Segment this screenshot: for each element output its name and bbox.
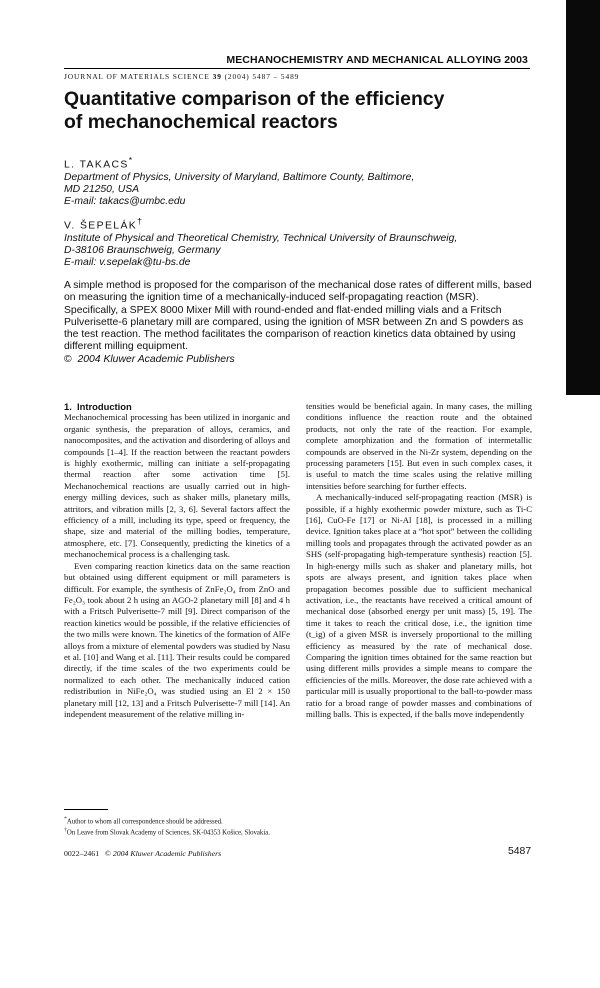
journal-citation — [64, 72, 299, 81]
author-block — [64, 154, 534, 270]
footer-issn: 0022–2461 — [64, 849, 100, 858]
author-2-affiliation-line-1: Institute of Physical and Theoretical Chemistry, Technical University of Braunschweig, — [64, 232, 458, 244]
author-2-name: V. ŠEPELÁK — [64, 220, 138, 232]
footnote-1-text: Author to whom all correspondence should be addressed. — [66, 818, 223, 826]
journal-name: JOURNAL OF MATERIALS SCIENCE — [64, 72, 210, 81]
footnote-2-text: On Leave from Slovak Academy of Sciences, SK-04353 Košice, Slovakia. — [66, 829, 270, 837]
journal-volume: 39 — [212, 72, 222, 81]
footnote-1 — [64, 815, 364, 826]
footer-copyright-symbol: © — [104, 849, 111, 858]
author-2-email: E-mail: v.sepelak@tu-bs.de — [64, 257, 191, 269]
body-paragraph-2: Even comparing reaction kinetics data on the same reaction but obtained using different equipment or mill parameters is difficult. For example, the synthesis of ZnFe₂O₄ from ZnO and Fe₂O₃ took about 2 h using an AGO-2 planetary mill [8] and 4 h with a Fritsch Pulverisette-7 mill [9]. Direct comparison of the reaction kinetics would be possible, if the relative efficiencies of the two mills were known. The kinetics of the formation of AlFe alloys from a mixture of elemental powders was studied by Nasu et al. [10] and Wang et al. [11]. Their results could be compared directly, if the time scales of the two experiments could be normalized to each other. The mechanically induced cation redistribution in NiFe₂O₄ was studied using an El 2 × 150 planetary mill [12, 13] and a Fritsch Pulverisette-7 mill [14]. An independent measurement of the relative milling in- — [64, 560, 290, 719]
author-1-affiliation-line-2: MD 21250, USA — [64, 183, 140, 195]
series-title: MECHANOCHEMISTRY AND MECHANICAL ALLOYING 2003 — [226, 54, 528, 66]
author-1-name: L. TAKACS — [64, 159, 129, 171]
section-number: 1. — [64, 401, 72, 412]
footnotes — [64, 815, 364, 838]
section-title: Introduction — [77, 401, 132, 412]
footnote-2 — [64, 826, 364, 837]
body-column-left — [64, 401, 290, 720]
footer-issn-line — [64, 849, 221, 858]
abstract-publisher: 2004 Kluwer Academic Publishers — [77, 353, 235, 365]
author-2-mark: † — [137, 216, 142, 227]
author-1-mark: * — [128, 155, 133, 165]
author-2 — [64, 215, 534, 269]
body-paragraph-4: A mechanically-induced self-propagating reaction (MSR) is possible, if a highly exothermic powder mixture, such as Ti-C [16], CuO-Fe [17] or Ni-Al [18], is processed in a milling device. Ignition takes place at a “hot spot” between the colliding milling tools and propagates through the activated powder as an SHS (self-propagating high-temperature synthesis) reaction [5]. In high-energy mills such as shaker and planetary mills, hot spots are always present, and ignition takes place when propagation becomes possible due to sufficient mechanical activation, i.e., the reactants have received a critical amount of mechanical dose (absorbed energy per unit mass) [5, 19]. The time it takes to reach the critical dose, i.e., the ignition time (t_ig) of a given MSR is inversely proportional to the milling efficiency as measured by the rate of mechanical dose. Comparing the ignition times obtained for the same reaction but using different mills provides a simple means to compare the efficiencies of the mills. Moreover, the dose rate achieved with a particular mill is usually proportional to the ball-to-powder mass ratio for a broad range of powder masses and combinations of milling balls. This is expected, if the balls move independently — [306, 492, 532, 719]
edge-tab-bar — [566, 0, 600, 395]
abstract-copyright-symbol: © — [64, 353, 72, 365]
footer-publisher: 2004 Kluwer Academic Publishers — [112, 849, 222, 858]
author-1 — [64, 154, 534, 208]
paper-title — [64, 88, 534, 134]
author-1-email: E-mail: takacs@umbc.edu — [64, 196, 186, 208]
header-rule — [64, 68, 530, 69]
abstract-text: A simple method is proposed for the comparison of the mechanical dose rates of different mills, based on measuring the ignition time of a mechanically-induced self-propagating reaction (MSR). Specifically, a SPEX 8000 Mixer Mill with round-ended and flat-ended milling vials and a Fritsch Pulverisette-6 planetary mill are compared, using the ignition of MSR between Zn and S powders as the test reaction. The method facilitates the comparison of reaction kinetics data obtained by using different milling equipment. — [64, 280, 532, 353]
footnote-1-mark: * — [64, 816, 67, 822]
author-2-affiliation-line-2: D-38106 Braunschweig, Germany — [64, 245, 221, 257]
section-heading — [64, 401, 290, 412]
author-1-affiliation-line-1: Department of Physics, University of Maryland, Baltimore County, Baltimore, — [64, 171, 415, 183]
footnote-rule — [64, 809, 108, 810]
paper-title-line-1: Quantitative comparison of the efficiency — [64, 88, 445, 110]
body-paragraph-3: tensities would be beneficial again. In many cases, the milling conditions influence the reaction route and the obtained products, not only the rate of the reaction. For example, complete amorphization and the formation of intermetallic compounds are observed in the Ni-Zr system, depending on the processing parameters [15]. But even in such complex cases, it is useful to match the time scales using the relative milling intensities before searching for further effects. — [306, 401, 532, 491]
journal-pages: (2004) 5487 – 5489 — [224, 72, 300, 81]
paper-title-line-2: of mechanochemical reactors — [64, 111, 338, 133]
body-column-right — [306, 401, 532, 720]
footnote-2-mark: † — [64, 827, 67, 834]
body-paragraph-1: Mechanochemical processing has been utilized in inorganic and organic synthesis, the preparation of alloys, ceramics, and nanocomposites, and the activation and disordering of alloys and compounds [1–4]. If the reaction between the reactant powders is highly exothermic, milling can initiate a self-propagating thermal reaction after some activation time [5]. Mechanochemical reactions are usually carried out in high-energy milling devices, such as shaker mills, planetary mills, attritors, and vibration mills [2, 3, 6]. Several factors affect the efficiency of a mill, including its type, speed or frequency, the shape, size and material of the milling bodies, temperature, atmosphere, etc. [7]. Consequently, predicting the kinetics of a mechanochemical process is a challenging task. — [64, 412, 290, 560]
abstract — [64, 280, 532, 366]
page-number: 5487 — [508, 846, 532, 857]
